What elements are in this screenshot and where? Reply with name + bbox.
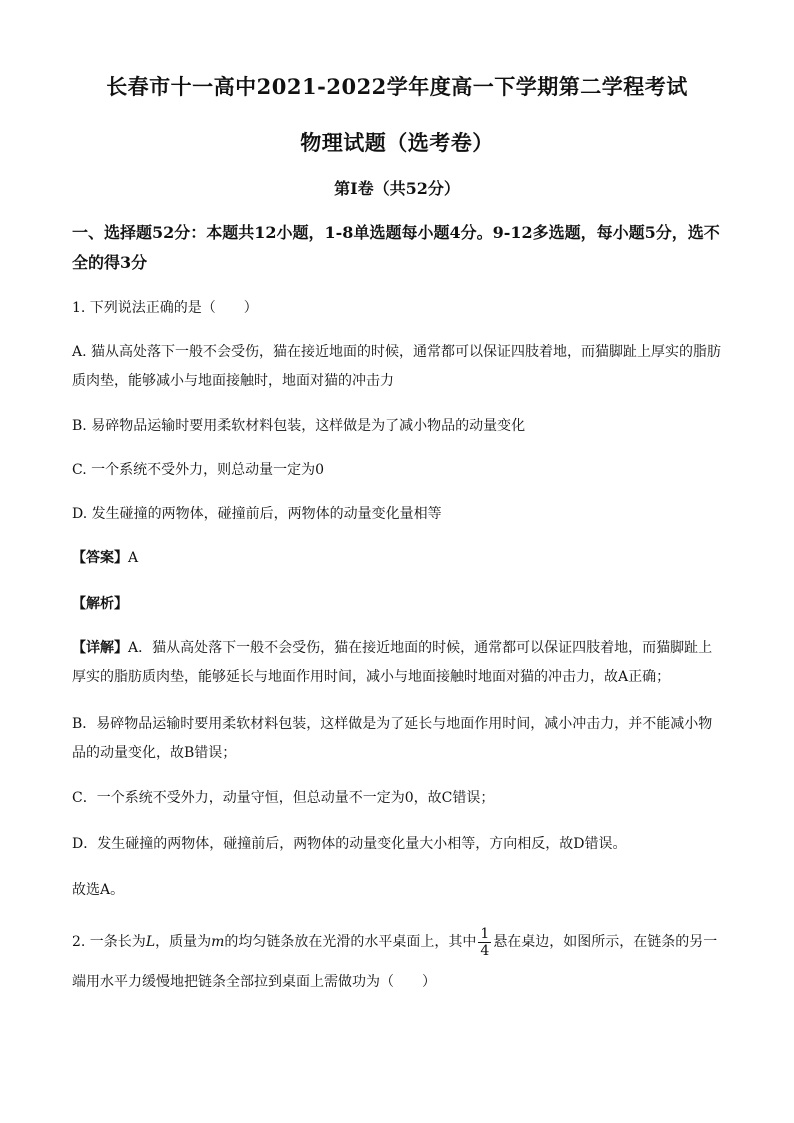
detail-b: B．易碎物品运输时要用柔软材料包装，这样做是为了延长与地面作用时间，减小冲击力，并不能减小物品的动量变化，故B错误； (72, 716, 713, 761)
analysis-tag: 【解析】 (72, 596, 128, 612)
detail-c: C．一个系统不受外力，动量守恒，但总动量不一定为0，故C错误； (72, 790, 495, 806)
var-length: L (145, 934, 156, 950)
question-1-option-d: D. 发生碰撞的两物体，碰撞前后，两物体的动量变化量相等 (72, 506, 442, 522)
question-1-option-a: A. 猫从高处落下一般不会受伤，猫在接近地面的时候，通常都可以保证四肢着地，而猫脚趾上厚实的脂肪质肉垫，能够减小与地面接触时，地面对猫的冲击力 (72, 344, 722, 389)
q2-text-2: ，质量为 (155, 934, 212, 950)
var-mass: m (211, 934, 225, 950)
question-1-option-c: C. 一个系统不受外力，则总动量一定为0 (72, 462, 325, 478)
question-1-option-b: B. 易碎物品运输时要用柔软材料包装，这样做是为了减小物品的动量变化 (72, 418, 526, 434)
answer-tag: 【答案】 (72, 550, 128, 566)
detail-d: D．发生碰撞的两物体，碰撞前后，两物体的动量变化量大小相等，方向相反，故D错误。 (72, 836, 627, 852)
section-heading: 一、选择题52分：本题共12小题，1-8单选题每小题4分。9-12多选题，每小题5分，选不全的得3分 (72, 223, 720, 272)
q2-text-3: 的均匀链条放在光滑的水平桌面上，其中 (224, 934, 477, 950)
exam-title: 长春市十一高中2021-2022学年度高一下学期第二学程考试 (106, 74, 688, 99)
detail-a (72, 634, 726, 692)
fraction-numerator: 1 (480, 925, 490, 942)
fraction-denominator: 4 (480, 942, 490, 959)
q2-text-4: 悬在桌边，如图所示，在链条的另一端用水平力缓慢地把链条全部拉到桌面上需做功为（ ） (72, 934, 718, 990)
fraction-one-quarter (478, 926, 491, 959)
question-2-stem (72, 922, 726, 1002)
conclusion: 故选A。 (72, 882, 125, 898)
question-1-stem: 1. 下列说法正确的是（ ） (72, 300, 258, 316)
detail-tag: 【详解】 (72, 640, 128, 656)
detail-a-text: A．猫从高处落下一般不会受伤，猫在接近地面的时候，通常都可以保证四肢着地，而猫脚趾上厚实的脂肪质肉垫，能够延长与地面作用时间，减小与地面接触时地面对猫的冲击力，故A正确； (72, 640, 713, 685)
exam-subtitle: 物理试题（选考卷） (300, 130, 494, 155)
part-title: 第Ⅰ卷（共52分） (334, 179, 460, 198)
q2-text-1: 2. 一条长为 (72, 934, 146, 950)
answer-value: A (128, 550, 139, 566)
question-1-answer (72, 544, 726, 573)
